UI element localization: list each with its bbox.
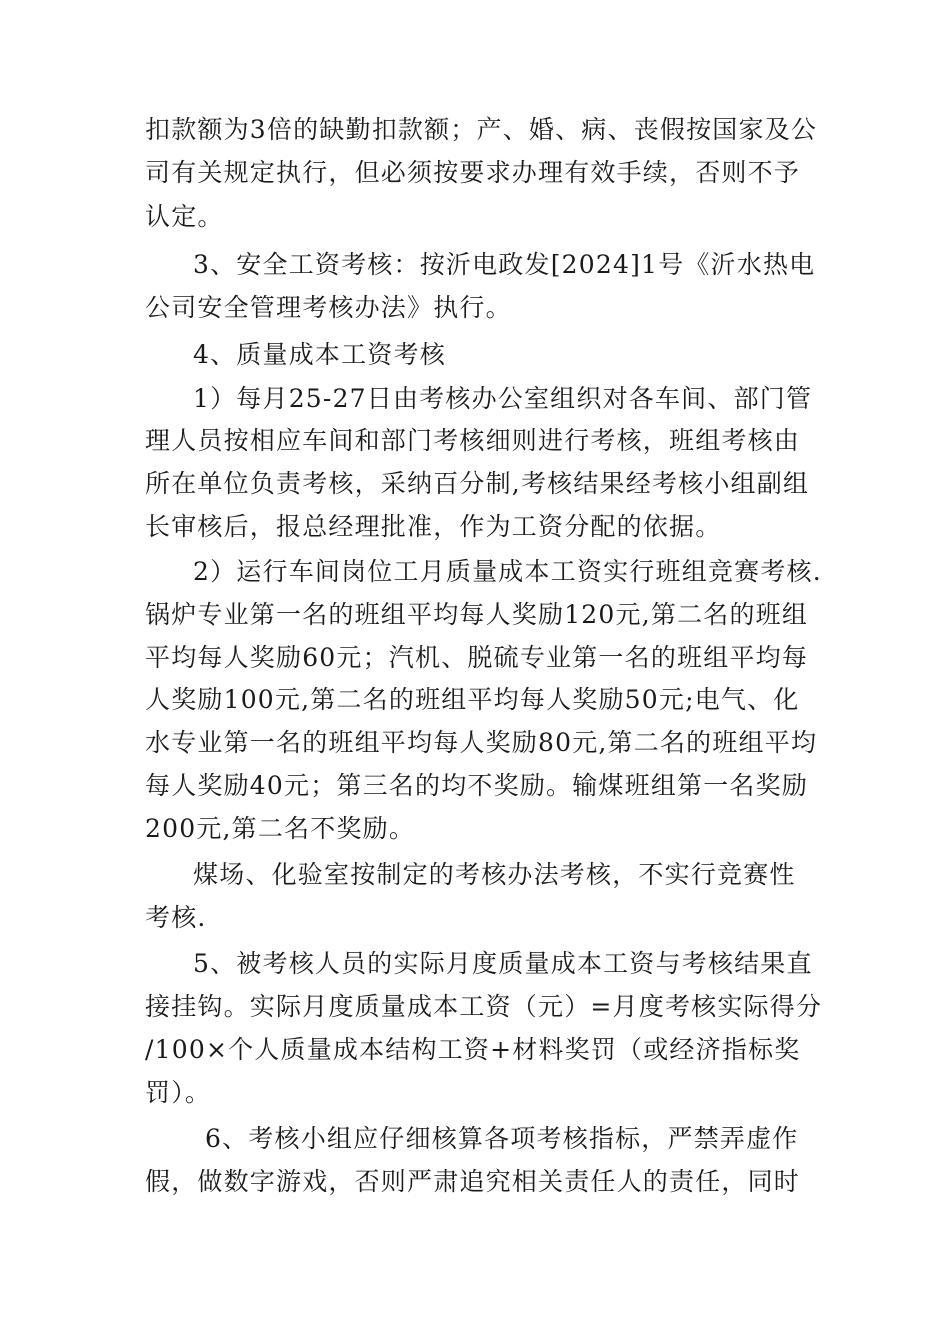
text-line: 水专业第一名的班组平均每人奖励80元,第二名的班组平均 xyxy=(145,728,818,757)
text-line: 罚）。 xyxy=(145,1078,212,1107)
text-line: 煤场、化验室按制定的考核办法考核，不实行竞赛性 xyxy=(193,860,796,889)
text-line: 接挂钩。实际月度质量成本工资（元）=月度考核实际得分 xyxy=(145,992,823,1021)
text-line: 平均每人奖励60元；汽机、脱硫专业第一名的班组平均每 xyxy=(145,643,809,672)
text-line: 人奖励100元,第二名的班组平均每人奖励50元;电气、化 xyxy=(145,685,800,714)
text-line: 200元,第二名不奖励。 xyxy=(145,814,416,843)
text-line: 2）运行车间岗位工月质量成本工资实行班组竞赛考核. xyxy=(193,557,822,586)
text-line: 所在单位负责考核，采纳百分制,考核结果经考核小组副组 xyxy=(145,469,810,498)
text-line: 考核. xyxy=(145,903,207,932)
text-line: 5、被考核人员的实际月度质量成本工资与考核结果直 xyxy=(193,949,813,978)
text-line: 认定。 xyxy=(145,202,224,231)
section-heading: 4、质量成本工资考核 xyxy=(193,340,446,369)
text-line: 扣款额为3倍的缺勤扣款额；产、婚、病、丧假按国家及公 xyxy=(145,115,818,144)
text-line: 公司安全管理考核办法》执行。 xyxy=(145,293,512,322)
text-line: 司有关规定执行，但必须按要求办理有效手续，否则不予 xyxy=(145,158,801,187)
text-line: 3、安全工资考核：按沂电政发[2024]1号《沂水热电 xyxy=(193,250,816,279)
text-line: 理人员按相应车间和部门考核细则进行考核，班组考核由 xyxy=(145,426,801,455)
text-line: 假，做数字游戏，否则严肃追究相关责任人的责任，同时 xyxy=(145,1167,801,1196)
text-line: 6、考核小组应仔细核算各项考核指标，严禁弄虚作 xyxy=(205,1124,799,1153)
text-line: 1）每月25-27日由考核办公室组织对各车间、部门管 xyxy=(193,384,813,413)
text-line: 每人奖励40元；第三名的均不奖励。输煤班组第一名奖励 xyxy=(145,771,809,800)
text-line: 长审核后，报总经理批准，作为工资分配的依据。 xyxy=(145,512,722,541)
text-line: /100×个人质量成本结构工资+材料奖罚（或经济指标奖 xyxy=(145,1035,801,1064)
text-line: 锅炉专业第一名的班组平均每人奖励120元,第二名的班组 xyxy=(145,600,809,629)
